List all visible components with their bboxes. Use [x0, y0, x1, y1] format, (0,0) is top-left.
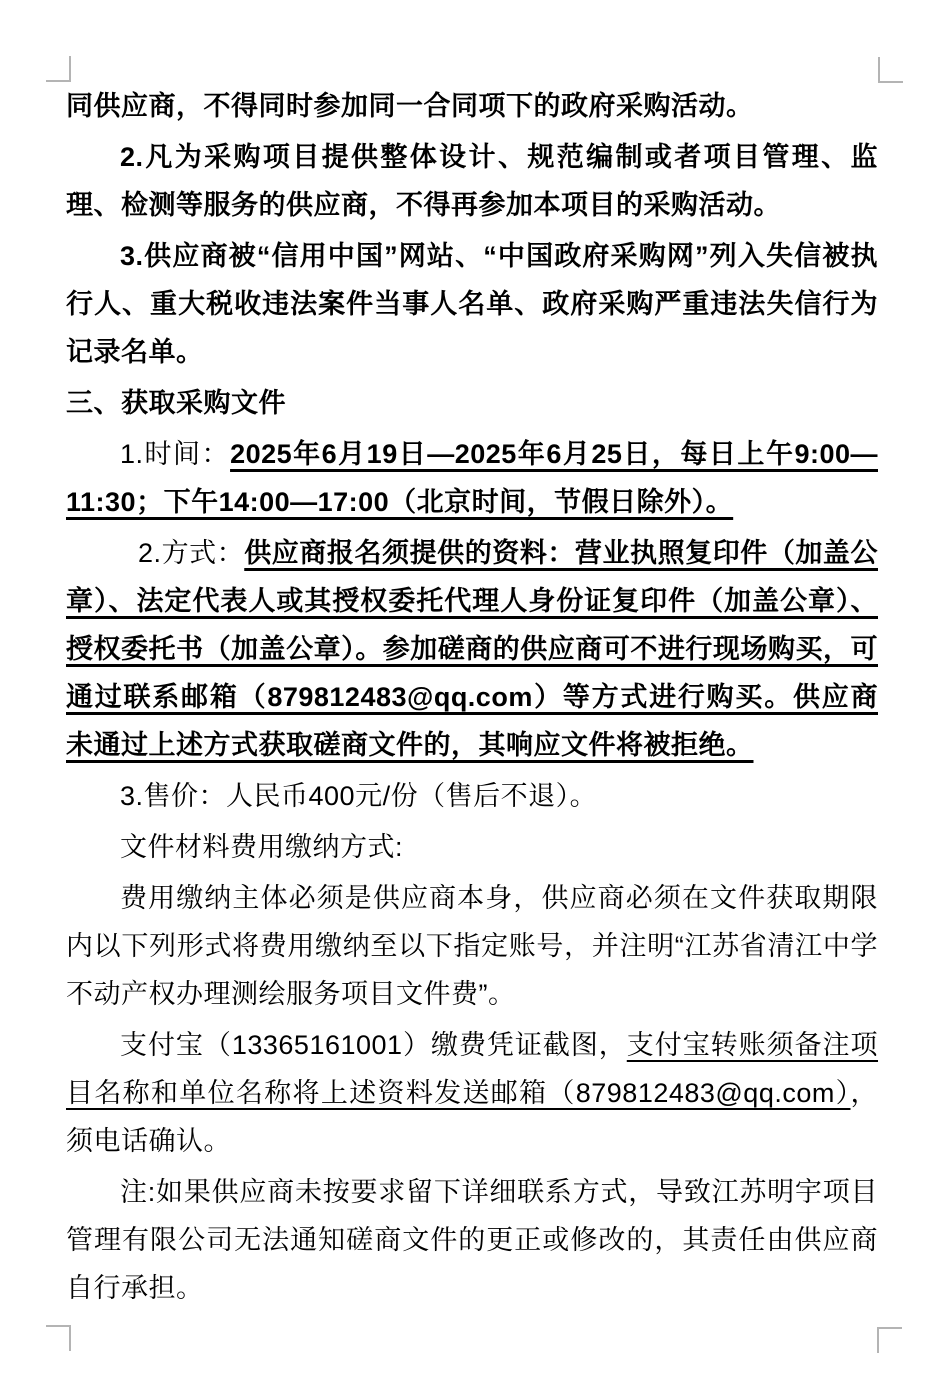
text-run: 同供应商，不得同时参加同一合同项下的政府采购活动。: [66, 91, 754, 121]
para-item-2-method: [66, 529, 878, 769]
page-margin-mark-bottom-left: [46, 1325, 71, 1351]
text-run: 供应商报名须提供的资料：营业执照复印件（加盖公章）、法定代表人或其授权委托代理人身份证复印件（加盖公章）、授权委托书（加盖公章）。参加磋商的供应商可不进行现场购买，可通过联系邮箱（879812483@qq.com）等方式进行购买。供应商未通过上述方式获取磋商文件的，其响应文件将被拒绝。: [66, 538, 878, 760]
text-run: 注:如果供应商未按要求留下详细联系方式，导致江苏明宇项目管理有限公司无法通知磋商文件的更正或修改的，其责任由供应商自行承担。: [66, 1177, 878, 1303]
text-run: 三、获取采购文件: [66, 388, 286, 418]
heading-section-3-obtain-documents: [66, 379, 878, 427]
text-run: 支付宝转账须备注项目名称和单位名称将上述资料发送邮箱（879812483@qq.com）: [66, 1030, 879, 1108]
para-joint-supplier-restriction: [66, 82, 878, 130]
para-item-3-price: [66, 772, 878, 820]
page-margin-mark-bottom-right: [877, 1327, 902, 1353]
para-rule-2-design-service-restriction: [66, 133, 878, 229]
document-body: [66, 82, 878, 1315]
text-run: 2025年6月19日—2025年6月25日，每日上午9:00—11:30；下午14:00—17:00（北京时间，节假日除外）。: [66, 439, 878, 517]
page-margin-mark-top-right: [878, 57, 903, 83]
para-item-1-time: [66, 430, 878, 526]
para-payment-requirements: [66, 874, 878, 1018]
text-run: 2.方式：: [138, 538, 245, 568]
text-run: 文件材料费用缴纳方式:: [120, 832, 404, 862]
text-run: 1.时间：: [120, 439, 231, 469]
text-run: 3.售价：人民币400元/份（售后不退）。: [120, 781, 598, 811]
para-rule-3-credit-blacklist: [66, 232, 878, 376]
text-run: 2.凡为采购项目提供整体设计、规范编制或者项目管理、监理、检测等服务的供应商，不得再参加本项目的采购活动。: [66, 142, 878, 220]
text-run: 支付宝（13365161001）缴费凭证截图，: [120, 1030, 627, 1060]
para-note-contact-responsibility: [66, 1168, 878, 1312]
text-run: ，须电话确认。: [66, 1078, 878, 1156]
para-payment-method-label: [66, 823, 878, 871]
text-run: 费用缴纳主体必须是供应商本身，供应商必须在文件获取期限内以下列形式将费用缴纳至以下指定账号，并注明“江苏省清江中学不动产权办理测绘服务项目文件费”。: [66, 883, 878, 1009]
text-run: 3.供应商被“信用中国”网站、“中国政府采购网”列入失信被执行人、重大税收违法案件当事人名单、政府采购严重违法失信行为记录名单。: [66, 241, 878, 367]
para-alipay-instructions: [66, 1021, 878, 1165]
page-margin-mark-top-left: [46, 56, 71, 82]
